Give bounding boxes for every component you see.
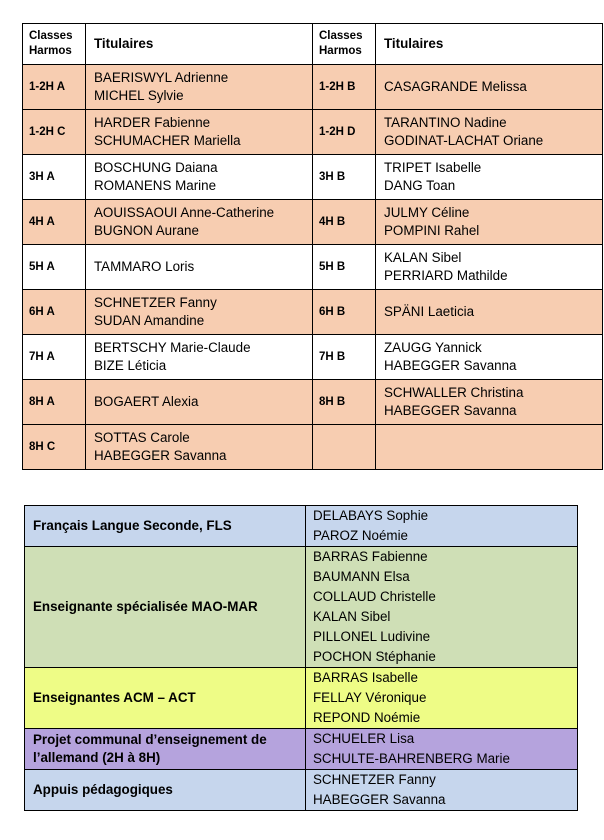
- role-row: [25, 547, 578, 668]
- classes-table-header: [23, 24, 603, 65]
- teacher-name: ZAUGG Yannick: [384, 340, 482, 355]
- class-teachers-cell: [86, 335, 313, 380]
- class-code-cell: [23, 110, 86, 155]
- role-people-cell: [306, 668, 578, 729]
- role-people-cell: [306, 547, 578, 668]
- class-code: 4H A: [29, 216, 55, 228]
- role-title-cell: [25, 547, 306, 668]
- teacher-name: HARDER Fabienne: [94, 115, 211, 130]
- class-teachers-cell: [376, 290, 603, 335]
- role-title: Enseignante spécialisée MAO-MAR: [33, 599, 258, 614]
- role-title-cell: [25, 668, 306, 729]
- teacher-name: TRIPET Isabelle: [384, 160, 482, 175]
- person-name: PILLONEL Ludivine: [313, 629, 431, 644]
- class-teachers-cell: [376, 245, 603, 290]
- class-teachers-cell: [86, 245, 313, 290]
- teacher-name: TARANTINO Nadine: [384, 115, 507, 130]
- teacher-name: SOTTAS Carole: [94, 430, 190, 445]
- role-title: Français Langue Seconde, FLS: [33, 518, 232, 533]
- teacher-name: ROMANENS Marine: [94, 178, 217, 193]
- class-code: 8H A: [29, 396, 55, 408]
- class-teachers-cell: [376, 110, 603, 155]
- teacher-name: BIZE Léticia: [94, 358, 167, 373]
- class-code: 7H A: [29, 351, 55, 363]
- role-people-cell: [306, 770, 578, 811]
- roles-table-body: [25, 506, 578, 811]
- teacher-name: HABEGGER Savanna: [384, 358, 517, 373]
- class-code: 6H A: [29, 306, 55, 318]
- role-title: l’allemand (2H à 8H): [33, 750, 161, 765]
- header-classes-line1: Classes: [29, 30, 73, 42]
- role-row: [25, 506, 578, 547]
- class-row: [23, 200, 603, 245]
- teacher-name: BUGNON Aurane: [94, 223, 199, 238]
- role-title: Enseignantes ACM – ACT: [33, 690, 196, 705]
- role-title-cell: [25, 770, 306, 811]
- class-code-cell: [23, 290, 86, 335]
- role-people-cell: [306, 729, 578, 770]
- role-row: [25, 729, 578, 770]
- class-code-cell: [313, 65, 376, 110]
- class-code-cell: [313, 290, 376, 335]
- header-titulaires-right: Titulaires: [376, 24, 603, 65]
- class-code-cell: [313, 335, 376, 380]
- class-teachers-cell: [376, 155, 603, 200]
- teacher-name: BOSCHUNG Daiana: [94, 160, 218, 175]
- class-code: 5H B: [319, 261, 346, 273]
- teacher-name: KALAN Sibel: [384, 250, 462, 265]
- class-code-cell: [23, 155, 86, 200]
- header-classes-line2: Harmos: [29, 45, 72, 57]
- class-teachers-cell: [376, 335, 603, 380]
- roles-table: [24, 505, 578, 811]
- teacher-name: CASAGRANDE Melissa: [384, 79, 527, 94]
- class-code: 1-2H A: [29, 81, 65, 93]
- person-name: DELABAYS Sophie: [313, 508, 429, 523]
- teacher-name: TAMMARO Loris: [94, 259, 195, 274]
- class-row: [23, 110, 603, 155]
- class-code-cell: [313, 155, 376, 200]
- teacher-name: SCHUMACHER Mariella: [94, 133, 241, 148]
- class-row: [23, 335, 603, 380]
- person-name: HABEGGER Savanna: [313, 792, 446, 807]
- class-code-cell: [23, 200, 86, 245]
- class-teachers-cell: [376, 200, 603, 245]
- class-teachers-cell: [86, 200, 313, 245]
- person-name: KALAN Sibel: [313, 609, 391, 624]
- header-classes-right: Classes Harmos: [313, 24, 376, 65]
- teacher-name: HABEGGER Savanna: [94, 448, 227, 463]
- class-code-cell: [23, 335, 86, 380]
- role-title: Appuis pédagogiques: [33, 782, 173, 797]
- role-title: Projet communal d’enseignement de: [33, 732, 267, 747]
- class-code: 8H C: [29, 441, 56, 453]
- teacher-name: JULMY Céline: [384, 205, 470, 220]
- person-name: BARRAS Isabelle: [313, 670, 418, 685]
- header-titulaires-left: Titulaires: [86, 24, 313, 65]
- class-code: 1-2H C: [29, 126, 66, 138]
- teacher-name: HABEGGER Savanna: [384, 403, 517, 418]
- teacher-name: AOUISSAOUI Anne-Catherine: [94, 205, 275, 220]
- class-code: 7H B: [319, 351, 346, 363]
- class-code-cell: [313, 110, 376, 155]
- class-code-cell: [313, 425, 376, 470]
- class-code-cell: [313, 200, 376, 245]
- teacher-name: SCHWALLER Christina: [384, 385, 524, 400]
- teacher-name: BOGAERT Alexia: [94, 394, 199, 409]
- person-name: FELLAY Véronique: [313, 690, 427, 705]
- person-name: SCHUELER Lisa: [313, 731, 415, 746]
- person-name: SCHULTE-BAHRENBERG Marie: [313, 751, 510, 766]
- class-code: 1-2H B: [319, 81, 356, 93]
- teacher-name: BERTSCHY Marie-Claude: [94, 340, 251, 355]
- role-row: [25, 770, 578, 811]
- class-code-cell: [23, 425, 86, 470]
- person-name: POCHON Stéphanie: [313, 649, 436, 664]
- role-people-cell: [306, 506, 578, 547]
- class-code: 3H A: [29, 171, 55, 183]
- classes-table-body: [23, 65, 603, 470]
- person-name: PAROZ Noémie: [313, 528, 408, 543]
- class-teachers-cell: [376, 380, 603, 425]
- class-code: 3H B: [319, 171, 346, 183]
- teacher-name: POMPINI Rahel: [384, 223, 480, 238]
- class-teachers-cell: [376, 425, 603, 470]
- class-teachers-cell: [86, 380, 313, 425]
- class-code-cell: [313, 245, 376, 290]
- class-code: 6H B: [319, 306, 346, 318]
- role-title-cell: [25, 729, 306, 770]
- teacher-name: DANG Toan: [384, 178, 456, 193]
- person-name: COLLAUD Christelle: [313, 589, 436, 604]
- class-code-cell: [23, 65, 86, 110]
- role-row: [25, 668, 578, 729]
- class-code: 8H B: [319, 396, 346, 408]
- classes-table: [22, 23, 603, 470]
- class-teachers-cell: [86, 110, 313, 155]
- class-code: 5H A: [29, 261, 55, 273]
- class-teachers-cell: [376, 65, 603, 110]
- class-code-cell: [313, 380, 376, 425]
- teacher-name: SUDAN Amandine: [94, 313, 205, 328]
- class-teachers-cell: [86, 425, 313, 470]
- class-row: [23, 380, 603, 425]
- teacher-name: PERRIARD Mathilde: [384, 268, 508, 283]
- class-teachers-cell: [86, 65, 313, 110]
- person-name: BAUMANN Elsa: [313, 569, 410, 584]
- class-code-cell: [23, 245, 86, 290]
- teacher-name: SPÄNI Laeticia: [384, 304, 475, 319]
- class-row: [23, 65, 603, 110]
- class-row: [23, 245, 603, 290]
- teacher-name: MICHEL Sylvie: [94, 88, 184, 103]
- class-code: 4H B: [319, 216, 346, 228]
- header-classes-left: [23, 24, 86, 65]
- class-code: 1-2H D: [319, 126, 356, 138]
- class-row: [23, 290, 603, 335]
- class-teachers-cell: [86, 290, 313, 335]
- class-row: [23, 425, 603, 470]
- class-code-cell: [23, 380, 86, 425]
- class-teachers-cell: [86, 155, 313, 200]
- teacher-name: GODINAT-LACHAT Oriane: [384, 133, 544, 148]
- person-name: SCHNETZER Fanny: [313, 772, 436, 787]
- teacher-name: BAERISWYL Adrienne: [94, 70, 229, 85]
- person-name: REPOND Noémie: [313, 710, 421, 725]
- person-name: BARRAS Fabienne: [313, 549, 428, 564]
- role-title-cell: [25, 506, 306, 547]
- class-row: [23, 155, 603, 200]
- teacher-name: SCHNETZER Fanny: [94, 295, 217, 310]
